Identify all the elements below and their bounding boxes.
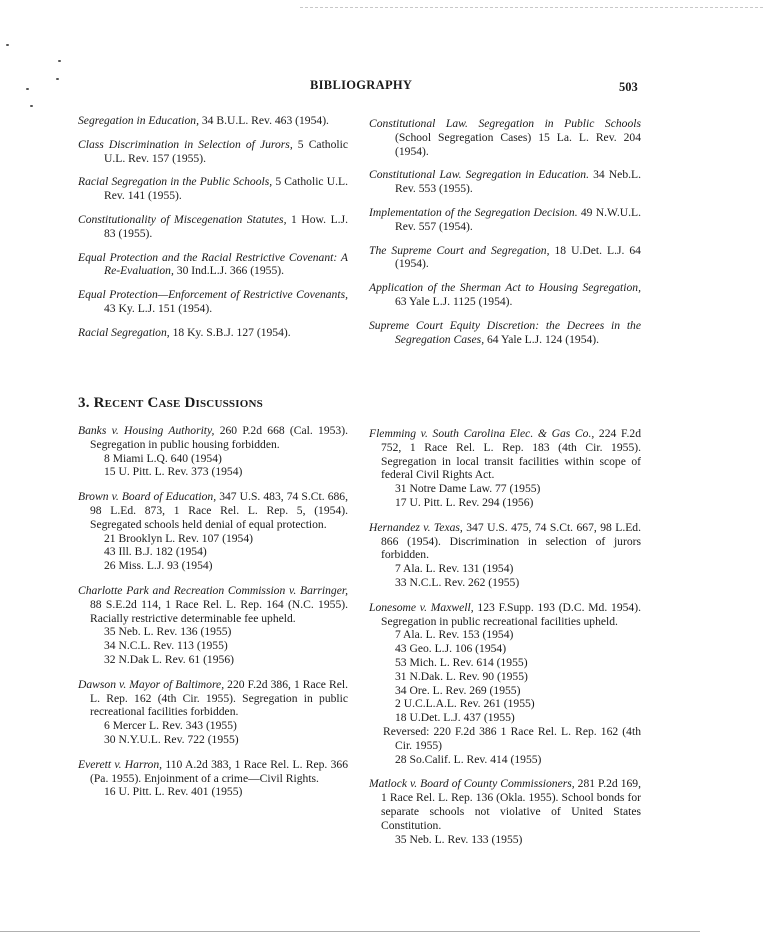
entry-citation: 18 Ky. S.B.J. 127 (1954). [169,325,291,339]
case-citation: 8 Miami L.Q. 640 (1954) [104,451,222,465]
scan-speck [30,105,33,107]
case-name: Charlotte Park and Recreation Commission v. Barringer, [78,583,348,597]
entry-title: Racial Segregation, [78,325,170,339]
bottom-scan-border [0,931,700,932]
case-citation: 43 Geo. L.J. 106 (1954) [395,642,507,656]
case-column-right [369,427,641,857]
case-entry [369,777,641,846]
case-citation: 53 Mich. L. Rev. 614 (1955) [395,655,528,669]
case-name: Hernandez v. Texas, [369,520,463,534]
entry-citation: 64 Yale L.J. 124 (1954). [484,332,600,346]
case-entry [78,584,348,667]
section-heading [78,395,263,412]
case-citation: 31 Notre Dame Law. 77 (1955) [395,482,541,496]
entry-citation: 49 N.W.U.L. Rev. 557 (1954). [395,205,641,233]
case-citation: 34 N.C.L. Rev. 113 (1955) [104,639,228,653]
case-subsequent-history [369,725,641,766]
case-description: 123 F.Supp. 193 (D.C. Md. 1954). Segregation in public recreational facilities upheld. [381,600,641,628]
bibliography-column-right [369,117,641,356]
bibliography-entry [369,206,641,234]
bibliography-entry [78,138,348,166]
case-entry [369,601,641,767]
running-header-title: BIBLIOGRAPHY [310,78,413,92]
entry-title: Racial Segregation in the Public Schools, [78,175,273,189]
case-description: 281 P.2d 169, 1 Race Rel. L. Rep. 136 (Okla. 1955). School bonds for separate schools not violative of United States Constitution. [381,777,641,832]
case-name: Lonesome v. Maxwell, [369,600,474,614]
bibliography-entry [369,117,641,158]
entry-title: Segregation in Education, [78,114,199,127]
case-citation: 31 N.Dak. L. Rev. 90 (1955) [395,669,528,683]
case-description: 220 F.2d 386, 1 Race Rel. L. Rep. 162 (4th Cir. 1955). Segregation in public recreational facilities forbidden. [90,677,348,719]
entry-citation: 30 Ind.L.J. 366 (1955). [173,264,285,278]
entry-title: Equal Protection—Enforcement of Restrictive Covenants, [78,288,348,302]
case-name: Banks v. Housing Authority, [78,424,215,437]
bibliography-entry [369,168,641,196]
case-citation: 43 Ill. B.J. 182 (1954) [104,545,207,559]
entry-citation: 5 Catholic U.L. Rev. 157 (1955). [104,137,348,165]
entry-citation: 43 Ky. L.J. 151 (1954). [104,301,213,315]
entry-title: Constitutional Law. Segregation in Public Schools [369,117,641,130]
bibliography-column-left [78,114,348,350]
scan-speck [56,78,59,80]
scan-speck [6,44,9,46]
case-citation: 7 Ala. L. Rev. 131 (1954) [395,562,514,576]
case-summary [369,601,641,629]
case-description: 347 U.S. 475, 74 S.Ct. 667, 98 L.Ed. 866 (1954). Discrimination in selection of jurors forbidden. [381,520,641,562]
entry-title: Supreme Court Equity Discretion: the Decrees in the Segregation Cases, [369,318,641,346]
section-title: Recent Case Discussions [93,395,263,411]
case-entry [369,521,641,590]
case-summary [78,584,348,625]
case-citation: 17 U. Pitt. L. Rev. 294 (1956) [395,495,534,509]
entry-citation: 34 Neb.L. Rev. 553 (1955). [395,168,641,196]
entry-title: Equal Protection and the Racial Restrictive Covenant: A Re-Evaluation, [78,250,348,278]
case-name: Brown v. Board of Education, [78,490,217,504]
top-scan-border [300,7,763,8]
case-description: 347 U.S. 483, 74 S.Ct. 686, 98 L.Ed. 873, 1 Race Rel. L. Rep. 5, (1954). Segregated schools held denial of equal protection. [90,490,348,531]
entry-title: Constitutionality of Miscegenation Statutes, [78,212,287,226]
case-citation: 32 N.Dak L. Rev. 61 (1956) [104,652,234,666]
case-entry [78,424,348,479]
entry-title: The Supreme Court and Segregation, [369,243,550,257]
bibliography-entry [78,175,348,203]
case-summary [78,490,348,531]
entry-citation: (School Segregation Cases) 15 La. L. Rev. 204 (1954). [395,130,641,158]
entry-citation: 1 How. L.J. 83 (1955). [104,212,348,240]
case-description: 260 P.2d 668 (Cal. 1953). Segregation in public housing forbidden. [90,424,348,451]
bibliography-entry [78,288,348,316]
entry-citation: 34 B.U.L. Rev. 463 (1954). [198,114,329,127]
case-summary [78,678,348,719]
section-number: 3. [78,395,90,411]
bibliography-entry [78,251,348,279]
case-citation: 28 So.Calif. L. Rev. 414 (1955) [395,752,542,766]
bibliography-entry [369,244,641,272]
case-citation: 30 N.Y.U.L. Rev. 722 (1955) [104,732,239,746]
entry-title: Implementation of the Segregation Decision. [369,205,578,219]
entry-title: Application of the Sherman Act to Housing Segregation, [369,281,641,295]
case-citation: 34 Ore. L. Rev. 269 (1955) [395,683,521,697]
entry-title: Class Discrimination in Selection of Jurors, [78,137,293,151]
case-citation: 26 Miss. L.J. 93 (1954) [104,559,213,573]
case-entry [78,758,348,799]
case-name: Flemming v. South Carolina Elec. & Gas Co., [369,427,595,440]
bibliography-entry [78,326,348,340]
case-description: 224 F.2d 752, 1 Race Rel. L. Rep. 183 (4th Cir. 1955). Segregation in local transit facilities within scope of federal Civil Rights Act. [381,427,641,482]
case-citation: 16 U. Pitt. L. Rev. 401 (1955) [104,785,243,799]
case-citation: 35 Neb. L. Rev. 136 (1955) [104,625,232,639]
bibliography-entry [78,213,348,241]
case-citation: 15 U. Pitt. L. Rev. 373 (1954) [104,465,243,479]
case-summary [369,521,641,562]
case-citation: 6 Mercer L. Rev. 343 (1955) [104,719,237,733]
case-entry [78,490,348,573]
entry-title: Constitutional Law. Segregation in Education. [369,168,589,182]
case-summary [78,424,348,452]
case-citation: 21 Brooklyn L. Rev. 107 (1954) [104,531,253,545]
bibliography-entry [369,319,641,347]
case-entry [78,678,348,747]
case-citation: 2 U.C.L.A.L. Rev. 261 (1955) [395,697,535,711]
entry-citation: 63 Yale L.J. 1125 (1954). [395,294,513,308]
scan-speck [58,60,61,62]
page-number: 503 [619,80,638,94]
case-citation: 33 N.C.L. Rev. 262 (1955) [395,575,520,589]
case-summary [369,427,641,482]
entry-citation: 5 Catholic U.L. Rev. 141 (1955). [104,175,348,203]
subsequent-history-text: Reversed: 220 F.2d 386 1 Race Rel. L. Rep. 162 (4th Cir. 1955) [383,724,641,752]
case-description: 110 A.2d 383, 1 Race Rel. L. Rep. 366 (Pa. 1955). Enjoinment of a crime—Civil Rights. [90,757,348,785]
case-summary [78,758,348,786]
case-summary [369,777,641,832]
case-column-left [78,424,348,810]
case-entry [369,427,641,510]
case-citation: 7 Ala. L. Rev. 153 (1954) [395,628,514,642]
case-citation: 18 U.Det. L.J. 437 (1955) [395,711,515,725]
scan-speck [26,88,29,90]
case-citation: 35 Neb. L. Rev. 133 (1955) [395,832,523,846]
bibliography-entry [78,114,348,128]
entry-citation: 18 U.Det. L.J. 64 (1954). [395,243,641,271]
case-name: Everett v. Harron, [78,757,163,771]
case-name: Matlock v. Board of County Commissioners, [369,777,575,791]
case-name: Dawson v. Mayor of Baltimore, [78,677,225,691]
case-description: 88 S.E.2d 114, 1 Race Rel. L. Rep. 164 (N.C. 1955). Racially restrictive determinable fee upheld. [90,597,348,625]
bibliography-entry [369,281,641,309]
